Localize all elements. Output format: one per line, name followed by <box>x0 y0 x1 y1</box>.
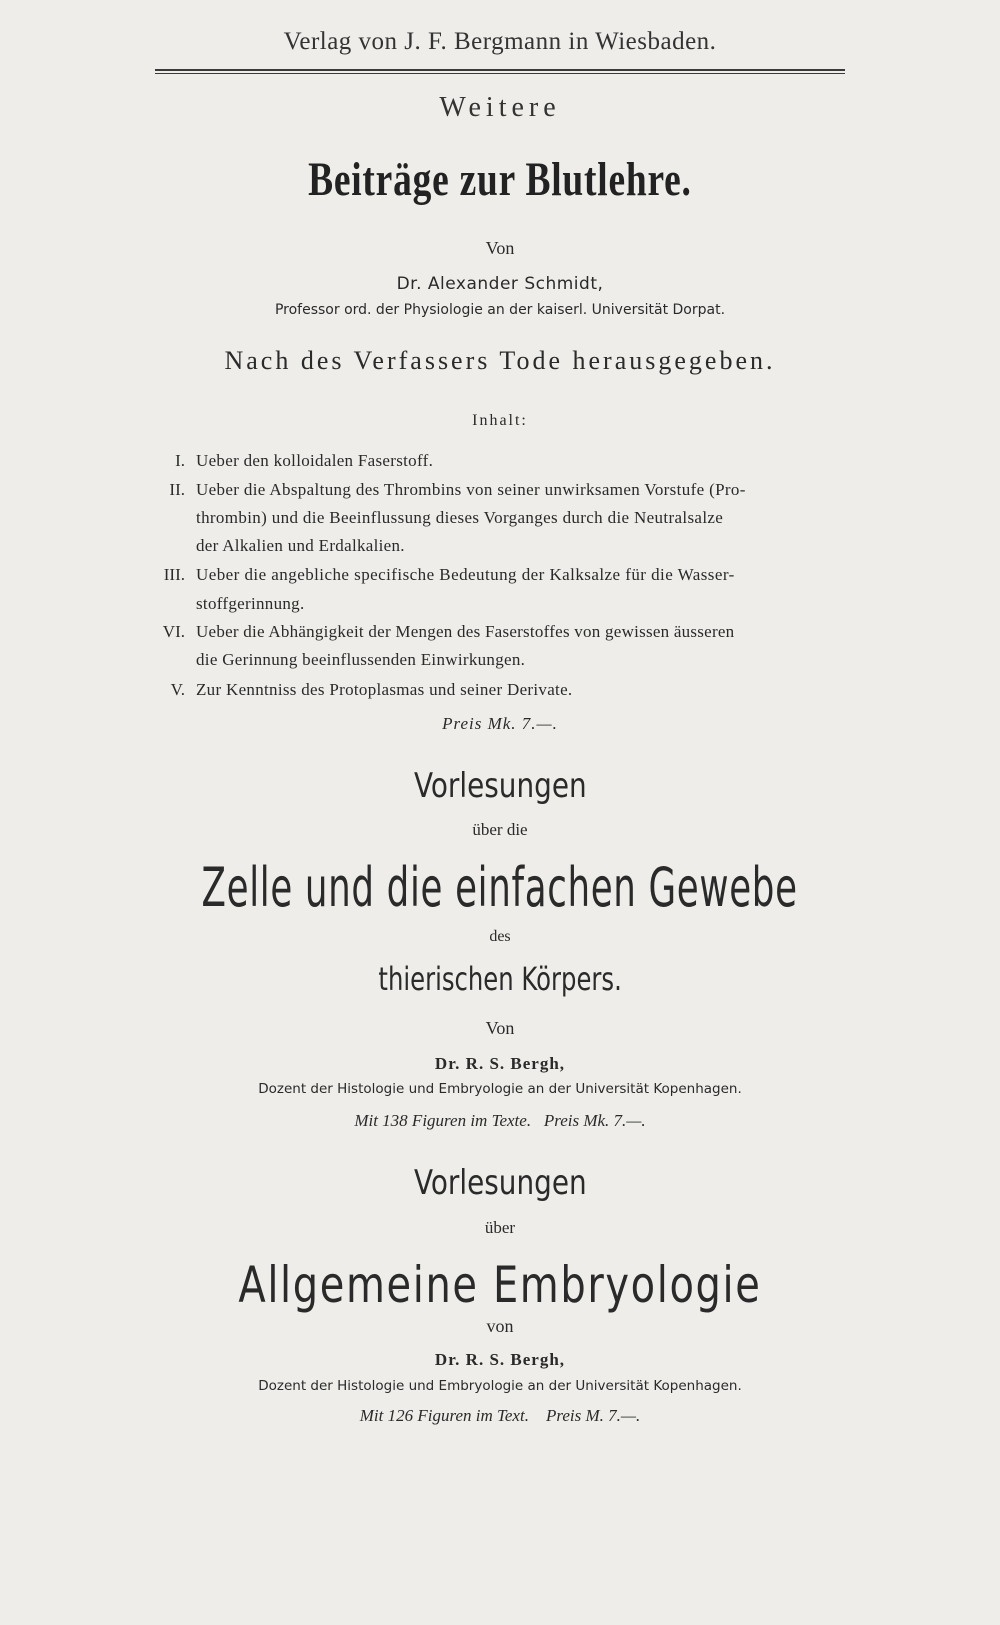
book1-pretitle: Weitere <box>439 92 561 123</box>
book2-author: Dr. R. S. Bergh, <box>434 1054 566 1073</box>
contents-item-number: III. <box>163 565 185 584</box>
contents-item-line: Ueber die Abspaltung des Thrombins von seiner unwirksamen Vorstufe (Pro- <box>196 480 746 499</box>
contents-item-number: I. <box>175 451 185 470</box>
publisher-header: Verlag von J. F. Bergmann in Wiesbaden. <box>283 28 717 55</box>
book1-posthumous-note: Nach des Verfassers Tode herausgegeben. <box>224 346 776 375</box>
book3-title <box>0 1256 1000 1314</box>
book3-by: von <box>486 1316 514 1336</box>
contents-item-line: die Gerinnung beeinflussenden Einwirkungen. <box>196 650 526 669</box>
contents-item-line: Ueber den kolloidalen Faserstoff. <box>196 451 434 470</box>
header-rule-thin <box>155 73 845 74</box>
contents-item-number: VI. <box>162 622 185 641</box>
book3-author-position: Dozent der Histologie und Embryologie an der Universität Kopenhagen. <box>258 1378 742 1394</box>
contents-item-line: Ueber die Abhängigkeit der Mengen des Faserstoffes von gewissen äusseren <box>196 622 735 641</box>
book1-author: Dr. Alexander Schmidt, <box>396 274 604 294</box>
book2-title-text: Zelle und die einfachen Gewebe <box>201 856 799 919</box>
book2-details: Mit 138 Figuren im Texte. Preis Mk. 7.—. <box>354 1111 646 1130</box>
book1-title-text: Beiträge zur Blutlehre. <box>308 153 692 206</box>
book2-title <box>0 856 1000 919</box>
book3-pretitle <box>0 1163 1000 1203</box>
header-rule-thick <box>155 69 845 71</box>
book2-pretitle-text: Vorlesungen <box>413 766 587 806</box>
book2-subtitle-text: thierischen Körpers. <box>378 960 622 998</box>
contents-item-number: II. <box>169 480 185 499</box>
book3-details: Mit 126 Figuren im Text. Preis M. 7.—. <box>359 1406 641 1425</box>
book2-author-position: Dozent der Histologie und Embryologie an der Universität Kopenhagen. <box>258 1081 742 1097</box>
book3-over: über <box>484 1218 516 1237</box>
book3-author: Dr. R. S. Bergh, <box>434 1350 566 1369</box>
book1-author-position: Professor ord. der Physiologie an der kaiserl. Universität Dorpat. <box>274 302 726 318</box>
book1-title <box>0 152 1000 207</box>
contents-item-line: Ueber die angebliche specifische Bedeutung der Kalksalze für die Wasser- <box>196 565 735 584</box>
book2-over: über die <box>472 820 528 839</box>
book3-pretitle-text: Vorlesungen <box>413 1163 587 1203</box>
book2-subtitle <box>0 960 1000 998</box>
book2-by: Von <box>485 1018 515 1038</box>
book2-pretitle <box>0 766 1000 806</box>
contents-item-line: stoffgerinnung. <box>196 594 305 613</box>
book1-price: Preis Mk. 7.—. <box>442 714 558 733</box>
book3-title-text: Allgemeine Embryologie <box>238 1256 762 1314</box>
contents-item-line: thrombin) und die Beeinflussung dieses Vorganges durch die Neutralsalze <box>196 508 724 527</box>
contents-item-number: V. <box>170 680 185 699</box>
contents-heading: Inhalt: <box>472 412 528 429</box>
book2-des: des <box>489 928 511 945</box>
book1-by: Von <box>485 238 515 258</box>
contents-item-line: Zur Kenntniss des Protoplasmas und seiner Derivate. <box>196 680 573 699</box>
contents-item-line: der Alkalien und Erdalkalien. <box>196 536 405 555</box>
